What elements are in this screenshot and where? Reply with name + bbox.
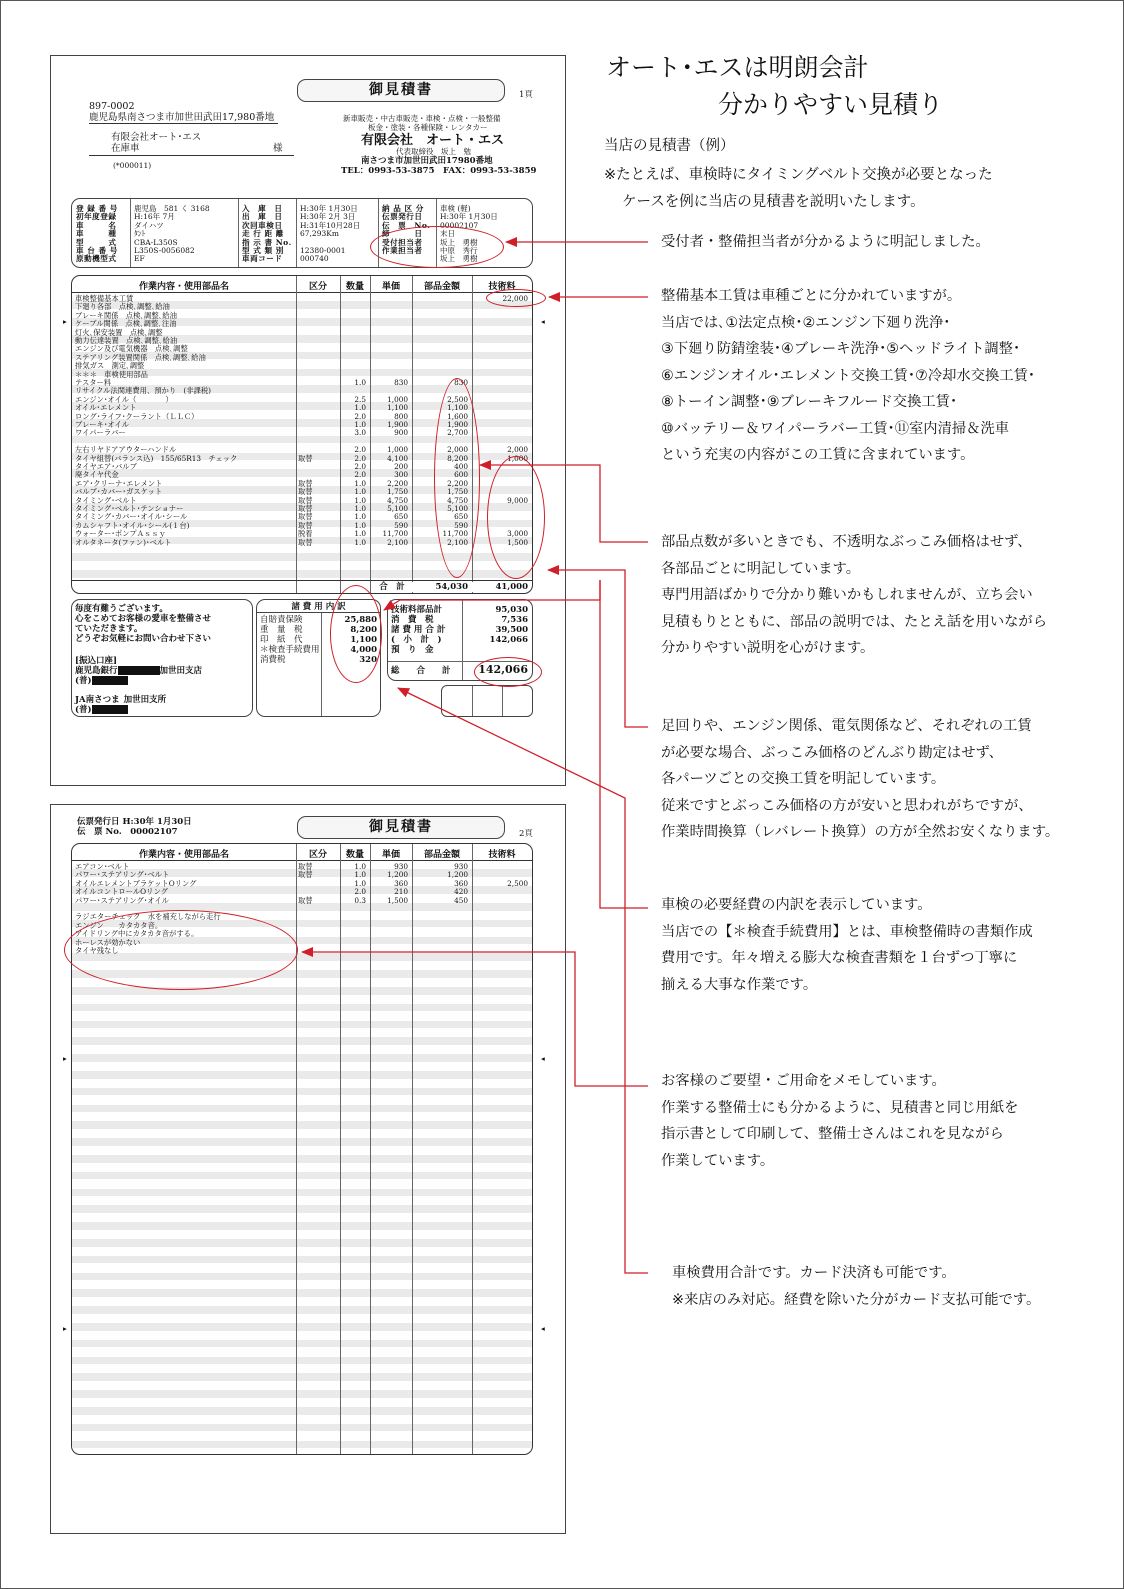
row-stripe bbox=[72, 1373, 532, 1381]
row-stripe bbox=[72, 1071, 532, 1079]
table-cell: 1.0 bbox=[354, 487, 366, 497]
table-cell: 930 bbox=[394, 862, 408, 871]
table-cell: バルブ･カバー･ガスケット bbox=[75, 487, 163, 497]
header-parts: 部品金額 bbox=[423, 850, 460, 860]
table-cell: 11,700 bbox=[382, 529, 408, 539]
table-cell: 590 bbox=[454, 520, 468, 530]
cost-value: 320 bbox=[359, 655, 377, 665]
table-cell: 1,200 bbox=[387, 870, 408, 880]
cost-label: 重 量 税 bbox=[260, 625, 303, 635]
vehicle-field: 車 種 bbox=[76, 229, 117, 239]
table-cell: 1,000 bbox=[507, 453, 528, 463]
table-cell: 1.0 bbox=[354, 378, 366, 387]
vehicle-field: 坂上 勇樹 bbox=[440, 237, 478, 247]
annotation-3: 部品点数が多いときでも、不透明なぶっこみ価格はせず、 各部品ごとに明記しています。 専門用語ばかりで分かり難いかもしれませんが、立ち会い 見積もりとともに、部品の説明では、たとえ話を用いながら 分かりやすい説明を心がけます。 bbox=[661, 534, 1048, 656]
summary-label: 消 費 税 bbox=[391, 615, 434, 625]
table-cell: 取替 bbox=[298, 504, 313, 513]
company-address: 南さつま市加世田武田17980番地 bbox=[361, 156, 493, 166]
table-cell: 1,900 bbox=[387, 420, 408, 429]
table-cell: 2.0 bbox=[354, 445, 366, 455]
table-cell: ブレーキ･オイル bbox=[75, 420, 130, 429]
bank-1-type: (普) bbox=[75, 676, 128, 686]
customer-name-2: 在庫車 bbox=[111, 143, 140, 154]
vehicle-field: 原動機型式 bbox=[76, 254, 117, 264]
table-cell: 8,200 bbox=[447, 453, 468, 463]
row-stripe bbox=[72, 1037, 532, 1045]
summary-value: 95,030 bbox=[495, 605, 528, 615]
bank-2: JA南さつま 加世田支所 bbox=[75, 695, 167, 705]
message-line2: 心をこめてお客様の愛車を整備させ bbox=[75, 614, 212, 624]
table-cell: 650 bbox=[454, 512, 468, 522]
row-stripe bbox=[72, 1172, 532, 1180]
table-cell: パワー･ステアリング･ベルト bbox=[75, 870, 170, 880]
row-stripe bbox=[72, 1407, 532, 1415]
vehicle-field: 指 示 書 No. bbox=[242, 237, 292, 247]
stamp-box bbox=[441, 685, 533, 717]
table-cell: オイル･エレメント bbox=[75, 403, 137, 413]
punch-mark: ▸ bbox=[63, 1054, 67, 1063]
table-cell: 930 bbox=[454, 862, 468, 871]
row-stripe bbox=[72, 1205, 532, 1213]
annotation-7: 車検費用合計です。カード決済も可能です。 ※来店のみ対応。経費を除いた分がカード支払可能です。 bbox=[672, 1265, 1041, 1308]
table-cell: 脱着 bbox=[298, 529, 313, 539]
bank-heading: [振込口座] bbox=[75, 656, 118, 666]
row-stripe bbox=[72, 1222, 532, 1230]
vehicle-field: 走 行 距 離 bbox=[242, 229, 284, 239]
row-stripe bbox=[72, 1121, 532, 1129]
table-cell: 1.0 bbox=[354, 495, 366, 505]
table-cell: 2.5 bbox=[354, 394, 366, 404]
cost-labels bbox=[260, 615, 320, 665]
summary-label: ( 小 計 ) bbox=[391, 635, 442, 645]
row-stripe bbox=[72, 1340, 532, 1348]
row-stripe bbox=[72, 1189, 532, 1197]
vehicle-field: H:30年 2月 3日 bbox=[300, 212, 356, 222]
table-cell: 1.0 bbox=[354, 403, 366, 413]
table-cell: ウォーター･ポンプＡｓｓｙ bbox=[75, 529, 166, 539]
table-cell: 400 bbox=[454, 462, 468, 471]
vehicle-field: H:30年 1月30日 bbox=[300, 204, 358, 213]
grand-total: 142,066 bbox=[478, 663, 528, 676]
row-stripe bbox=[72, 1390, 532, 1398]
table-cell: ケーブル関係 点検､調整､注油 bbox=[75, 319, 177, 329]
table-cell: 動力伝達装置 点検､調整､給油 bbox=[75, 336, 178, 345]
summary-label: 諸 費 用 合 計 bbox=[391, 625, 446, 635]
summary-value: 7,536 bbox=[501, 615, 528, 625]
table-cell: 下廻り各部 点検､調整､給油 bbox=[75, 302, 170, 312]
vehicle-field: 登 録 番 号 bbox=[76, 204, 118, 213]
cost-value: 4,000 bbox=[350, 645, 377, 655]
table-cell: 1,500 bbox=[387, 895, 408, 905]
postal-code: 897-0002 bbox=[89, 101, 135, 112]
annotation-6: お客様のご要望・ご用命をメモしています。 作業する整備士にも分かるように、見積書と同じ用紙を 指示書として印刷して、整備士さんはこれを見ながら 作業しています。 bbox=[661, 1073, 1019, 1169]
table-cell: 830 bbox=[454, 378, 468, 387]
summary-value bbox=[464, 645, 528, 655]
table-cell: 5,100 bbox=[447, 504, 468, 513]
vehicle-field: 鹿児島 581 く 3168 bbox=[134, 204, 210, 213]
vehicle-field: 車 台 番 号 bbox=[76, 245, 118, 255]
highlight-tech-column bbox=[487, 456, 545, 579]
cost-value: 25,880 bbox=[344, 615, 377, 625]
message-line1: 毎度有難うございます。 bbox=[75, 604, 168, 614]
row-stripe bbox=[72, 1021, 532, 1029]
table-cell: タイヤエア･バルブ bbox=[75, 462, 137, 471]
table-cell: 1.0 bbox=[354, 512, 366, 522]
customer-underline bbox=[89, 155, 294, 156]
table-cell: ワイパーラバー bbox=[75, 428, 126, 438]
summary-value: 39,500 bbox=[495, 625, 528, 635]
header-kubun: 区分 bbox=[308, 282, 327, 292]
table-cell: 3,000 bbox=[507, 529, 528, 539]
table-cell: 4,750 bbox=[447, 495, 468, 505]
vehicle-field: ﾀﾝﾄ bbox=[134, 229, 146, 239]
heading-note2: ケースを例に当店の見積書を説明いたします。 bbox=[622, 194, 925, 210]
header-price: 単価 bbox=[381, 850, 400, 860]
company-name: 有限会社 オート・エス bbox=[361, 133, 505, 148]
table-cell: 1,200 bbox=[447, 870, 468, 880]
row-stripe bbox=[72, 1306, 532, 1314]
table-cell: 210 bbox=[394, 887, 408, 897]
table-cell: ホーレスが効かない bbox=[75, 937, 141, 947]
highlight-staff bbox=[370, 226, 504, 268]
table-cell: カムシャフト･オイル･シール(１台) bbox=[75, 520, 190, 530]
annotation-4: 足回りや、エンジン関係、電気関係など、それぞれの工賃 が必要な場合、ぶっこみ価格のどんぶり勘定はせず、 各パーツごとの交換工賃を明記しています。 従来ですとぶっこみ価格の方が安いと思われがちですが、 作業時間換算（レバレート換算）の方が全然お安くなります。 bbox=[661, 718, 1060, 840]
highlight-parts-column bbox=[434, 378, 480, 578]
vehicle-field: L350S-0056082 bbox=[134, 245, 195, 255]
table-cell: エンジン カタカタ音。 bbox=[75, 920, 163, 930]
vehicle-values-2 bbox=[300, 205, 360, 264]
row-stripe bbox=[72, 1424, 532, 1432]
table-cell: 2.0 bbox=[354, 887, 366, 897]
heading-sub: 当店の見積書（例） bbox=[604, 138, 735, 154]
table-cell: 2,100 bbox=[387, 537, 408, 547]
table-cell: 300 bbox=[394, 470, 408, 480]
table-cell: ブレーキ関係 点検､調整､給油 bbox=[75, 310, 177, 320]
sheet2-no: 伝 票 No. 00002107 bbox=[77, 827, 178, 837]
table-cell: 1,000 bbox=[387, 445, 408, 455]
table-cell: 9,000 bbox=[507, 495, 528, 505]
table-cell: 600 bbox=[454, 470, 468, 480]
highlight-base-fee bbox=[486, 289, 546, 307]
highlight-costs bbox=[330, 585, 382, 683]
header-item: 作業内容・使用部品名 bbox=[138, 282, 229, 292]
sheet2-page: 2頁 bbox=[519, 829, 533, 839]
table-cell: 2,200 bbox=[387, 478, 408, 488]
table-cell: 11,700 bbox=[442, 529, 468, 539]
message-line4: どうぞお気軽にお問い合わせ下さい bbox=[75, 634, 212, 644]
table-cell: エア･クリーナ･エレメント bbox=[75, 478, 163, 488]
total-tech: 41,000 bbox=[472, 582, 528, 592]
table-cell: 2,000 bbox=[507, 445, 528, 455]
vehicle-field: 車 名 bbox=[76, 220, 117, 230]
vehicle-field: 中原 秀行 bbox=[440, 245, 478, 255]
table-cell: 1.0 bbox=[354, 478, 366, 488]
punch-mark: ◂ bbox=[541, 1054, 545, 1063]
vehicle-field: 型 式 bbox=[76, 237, 117, 247]
vehicle-field: 12380-0001 bbox=[300, 245, 346, 255]
table-cell: 2,000 bbox=[447, 445, 468, 455]
cost-value: 8,200 bbox=[350, 625, 377, 635]
sheet2-date: 伝票発行日 H:30年 1月30日 bbox=[77, 817, 192, 827]
header-parts: 部品金額 bbox=[423, 282, 460, 292]
punch-mark: ▸ bbox=[63, 317, 67, 326]
vehicle-field: 67,293Km bbox=[300, 229, 339, 239]
table-cell: 420 bbox=[454, 887, 468, 897]
table-cell: 1.0 bbox=[354, 520, 366, 530]
vehicle-field: 締 日 bbox=[382, 229, 423, 239]
customer-code: (*000011) bbox=[113, 161, 152, 170]
highlight-grand-total bbox=[474, 657, 542, 687]
table-cell: 2,700 bbox=[447, 428, 468, 438]
table-cell: 22,000 bbox=[502, 294, 528, 303]
sheet2-title: 御見積書 bbox=[297, 816, 505, 839]
table-cell: 0.3 bbox=[354, 895, 366, 905]
vehicle-field: H:30年 1月30日 bbox=[440, 212, 498, 222]
row-stripe bbox=[72, 1105, 532, 1113]
row-stripe bbox=[72, 1054, 532, 1062]
vehicle-field: CBA-L350S bbox=[134, 237, 178, 247]
header-qty: 数量 bbox=[345, 282, 364, 292]
summary-labels bbox=[391, 605, 445, 655]
table-cell: 450 bbox=[454, 895, 468, 905]
table-cell: 1.0 bbox=[354, 420, 366, 429]
grand-total-label: 総 合 計 bbox=[391, 666, 451, 676]
vehicle-field: ダイハツ bbox=[134, 220, 164, 230]
table-cell: 取替 bbox=[298, 870, 313, 880]
heading-note1: ※たとえば、車検時にタイミングベルト交換が必要となった bbox=[604, 167, 993, 183]
table-cell: 取替 bbox=[298, 487, 313, 497]
bank-2-type: (普) bbox=[75, 705, 128, 715]
customer-sama: 様 bbox=[273, 143, 283, 154]
highlight-memo bbox=[64, 910, 298, 990]
table-cell: 900 bbox=[394, 428, 408, 438]
row-stripe bbox=[72, 1273, 532, 1281]
table-header bbox=[72, 844, 532, 861]
table-cell: ロング･ライフ･クーラント（ＬＬＣ） bbox=[75, 411, 199, 421]
table-cell: 1.0 bbox=[354, 862, 366, 871]
table-cell: エアコン･ベルト bbox=[75, 862, 130, 871]
row-stripe bbox=[72, 1138, 532, 1146]
company-line2: 板金・塗装・各種保険・レンタカー bbox=[368, 123, 488, 132]
total-parts: 54,030 bbox=[412, 582, 468, 592]
cost-value: 1,100 bbox=[350, 635, 377, 645]
table-cell: 2,100 bbox=[447, 537, 468, 547]
vehicle-field: H:16年 7月 bbox=[134, 212, 175, 222]
header-item: 作業内容・使用部品名 bbox=[138, 850, 229, 860]
cost-label: ＊検査手続費用 bbox=[260, 645, 320, 655]
punch-mark: ▸ bbox=[63, 1324, 67, 1333]
vehicle-field: 受付担当者 bbox=[382, 237, 423, 247]
message-line3: ていただきます。 bbox=[75, 624, 143, 634]
company-rep: 代表取締役 坂上 勉 bbox=[396, 147, 471, 156]
table-cell: 1,750 bbox=[387, 487, 408, 497]
table-cell: 360 bbox=[454, 878, 468, 888]
customer-name: 有限会社オート･エス bbox=[111, 132, 202, 143]
header-price: 単価 bbox=[381, 282, 400, 292]
table-cell: ラジエターチェック 水を補充しながら走行 bbox=[75, 912, 221, 922]
summary-label: 技術料部品計 bbox=[391, 605, 443, 615]
table-cell: 800 bbox=[394, 411, 408, 421]
cost-label: 消費税 bbox=[260, 655, 286, 665]
table-cell: 1.0 bbox=[354, 529, 366, 539]
table-header bbox=[72, 276, 532, 293]
table-cell: タイミング･ベルト bbox=[75, 495, 137, 505]
row-stripe bbox=[72, 1289, 532, 1297]
table-cell: 3.0 bbox=[354, 428, 366, 438]
table-cell: 1,600 bbox=[447, 411, 468, 421]
vehicle-field: 納 品 区 分 bbox=[382, 204, 424, 213]
bank-1: 鹿児島銀行 加世田支店 bbox=[75, 666, 203, 676]
table-cell: 1,500 bbox=[507, 537, 528, 547]
header-qty: 数量 bbox=[345, 850, 364, 860]
vehicle-field: 型 式 類 別 bbox=[242, 245, 284, 255]
table-cell: 1,000 bbox=[387, 394, 408, 404]
table-cell: エンジン･オイル（ ） bbox=[75, 394, 173, 404]
table-cell: オイルエレメントブラケットOリング bbox=[75, 878, 197, 888]
heading-line2: 分かりやすい見積り bbox=[718, 90, 944, 119]
table-cell: 1.0 bbox=[354, 870, 366, 880]
table-cell: 左右リヤドアアウターハンドル bbox=[75, 445, 177, 455]
cost-title: 諸 費 用 内 訳 bbox=[257, 602, 380, 613]
table-cell: タイミング･ベルト･テンショナー bbox=[75, 504, 184, 513]
vehicle-labels-2 bbox=[242, 205, 292, 264]
table-cell: 灯火､保安装置 点検､調整 bbox=[75, 327, 163, 337]
table-cell: 2.0 bbox=[354, 411, 366, 421]
punch-mark: ◂ bbox=[541, 317, 545, 326]
table-cell: パワー･ステアリング･オイル bbox=[75, 895, 169, 905]
row-stripe bbox=[72, 1357, 532, 1365]
vehicle-labels-1 bbox=[76, 205, 118, 264]
summary-values bbox=[464, 605, 528, 655]
annotation-5: 車検の必要経費の内訳を表示しています。 当店での【＊検査手続費用】とは、車検整備時の書類作成 費用です。年々増える膨大な検査書類を１台ずつ丁寧に 揃える大事な作業です。 bbox=[661, 897, 1033, 993]
vehicle-field: 坂上 勇樹 bbox=[440, 254, 478, 264]
table-cell: 650 bbox=[394, 512, 408, 522]
table-cell: 2,200 bbox=[447, 478, 468, 488]
table-cell: テスター料 bbox=[75, 378, 112, 387]
table-cell: 1,100 bbox=[387, 403, 408, 413]
total-label: 合 計 bbox=[374, 582, 410, 592]
vehicle-field: EF bbox=[134, 254, 145, 264]
customer-address: 鹿児島県南さつま市加世田武田17,980番地 bbox=[89, 112, 278, 124]
vehicle-field: 次回車検日 bbox=[242, 220, 283, 230]
table-row bbox=[72, 897, 532, 905]
header-kubun: 区分 bbox=[308, 850, 327, 860]
vehicle-field: 末日 bbox=[440, 229, 455, 239]
annotation-2: 整備基本工賃は車種ごとに分かれていますが。 当店では､①法定点検･②エンジン下廻り洗浄･ ③下廻り防錆塗装･④ブレーキ洗浄･⑤ヘッドライト調整･ ⑥エンジンオイル･エレメント交換工賃･⑦冷却水交換工賃･ ⑧トーイン調整･⑨ブレーキフルード交換工賃･ ⑩バッテリー＆ワイパーラバー工賃･⑪室内清掃＆洗車 という充実の内容がこの工賃に含まれています。 bbox=[661, 288, 1036, 463]
row-stripe bbox=[72, 1323, 532, 1331]
table-cell: 360 bbox=[394, 878, 408, 888]
row-stripe bbox=[72, 1088, 532, 1096]
table-cell: 廃タイヤ代金 bbox=[75, 470, 119, 480]
table-cell: タイミング･カバー･オイル･シール bbox=[75, 512, 188, 522]
table-cell: 2,500 bbox=[447, 394, 468, 404]
punch-mark: ◂ bbox=[541, 1324, 545, 1333]
table-cell: 1,100 bbox=[447, 403, 468, 413]
table-cell: 2.0 bbox=[354, 453, 366, 463]
row-stripe bbox=[72, 1239, 532, 1247]
table-cell: 200 bbox=[394, 462, 408, 471]
table-cell: アイドリング中にカタカタ音がする。 bbox=[75, 929, 199, 939]
table-cell: オイルコントロールOリング bbox=[75, 887, 168, 897]
vehicle-field: 伝票発行日 bbox=[382, 212, 423, 222]
vehicle-field: 000740 bbox=[300, 254, 329, 264]
table-cell: 1.0 bbox=[354, 504, 366, 513]
vehicle-field: 出 庫 日 bbox=[242, 212, 283, 222]
table-cell: 取替 bbox=[298, 862, 313, 871]
header-tech: 技術料 bbox=[488, 282, 516, 292]
summary-label: 預 り 金 bbox=[391, 645, 434, 655]
row-stripe bbox=[72, 1256, 532, 1264]
vehicle-values-1 bbox=[134, 205, 210, 264]
table-cell: 4,100 bbox=[387, 453, 408, 463]
table-cell: 1,750 bbox=[447, 487, 468, 497]
table-cell: 2,500 bbox=[507, 878, 528, 888]
table-cell: 取替 bbox=[298, 537, 313, 547]
table-cell: 取替 bbox=[298, 520, 313, 530]
table-cell: 取替 bbox=[298, 478, 313, 488]
sheet1-title: 御見積書 bbox=[297, 79, 505, 102]
vehicle-field: 伝 票 No. bbox=[382, 220, 431, 230]
table-cell: 車検整備基本工賃 bbox=[75, 294, 134, 303]
table-cell: 5,100 bbox=[387, 504, 408, 513]
company-tel: TEL：0993-53-3875 FAX：0993-53-3859 bbox=[341, 166, 537, 176]
vehicle-field: H:31年10月28日 bbox=[300, 220, 361, 230]
cost-label: 自賠責保険 bbox=[260, 615, 303, 625]
table-cell: タイヤ組替(バランス込) 155/65R13 チェック bbox=[75, 453, 238, 463]
row-stripe bbox=[72, 1441, 532, 1449]
annotation-1: 受付者・整備担当者が分かるように明記しました。 bbox=[661, 234, 990, 250]
table-cell: ＊＊＊ 車検使用部品 bbox=[75, 369, 148, 379]
row-stripe bbox=[72, 1155, 532, 1163]
table-cell: 1.0 bbox=[354, 537, 366, 547]
header-tech: 技術料 bbox=[488, 850, 516, 860]
table-cell: 2.0 bbox=[354, 470, 366, 480]
vehicle-field: 作業担当者 bbox=[382, 245, 423, 255]
vehicle-field: 00002107 bbox=[440, 220, 479, 230]
table-cell: ステアリング装置関係 点検､調整､給油 bbox=[75, 352, 206, 362]
row-stripe bbox=[72, 1004, 532, 1012]
table-cell: 取替 bbox=[298, 895, 313, 905]
table-cell: オルタネータ(ファン)･ベルト bbox=[75, 537, 172, 547]
table-cell: 1.0 bbox=[354, 878, 366, 888]
row-stripe bbox=[72, 987, 532, 995]
vehicle-field: 車検 (軽) bbox=[440, 204, 471, 213]
table-cell: 取替 bbox=[298, 512, 313, 522]
table-cell: 1,900 bbox=[447, 420, 468, 429]
company-line1: 新車販売・中古車販売・車検・点検・一般整備 bbox=[343, 114, 501, 123]
table-cell: 排気ガス 測定､調整 bbox=[75, 361, 145, 371]
heading-line1: オート･エスは明朗会計 bbox=[606, 53, 869, 82]
message-box bbox=[71, 599, 253, 717]
vehicle-field: 入 庫 日 bbox=[242, 204, 283, 213]
table-cell: 590 bbox=[394, 520, 408, 530]
sheet1-page: 1頁 bbox=[519, 90, 533, 100]
table-cell: リサイクル法関連費用、預かり (非課税) bbox=[75, 386, 212, 396]
cost-label: 印 紙 代 bbox=[260, 635, 303, 645]
table-cell: 取替 bbox=[298, 453, 313, 463]
vehicle-field: 車両コード bbox=[242, 254, 283, 264]
vehicle-field: 初年度登録 bbox=[76, 212, 117, 222]
table-cell: エンジン及び電気機器 点検､調整 bbox=[75, 344, 188, 354]
summary-value: 142,066 bbox=[489, 635, 528, 645]
table-cell: タイヤ残なし bbox=[75, 946, 119, 955]
table-cell: 取替 bbox=[298, 495, 313, 505]
table-cell: 830 bbox=[394, 378, 408, 387]
table-cell: 4,750 bbox=[387, 495, 408, 505]
table-cell: 2.0 bbox=[354, 462, 366, 471]
